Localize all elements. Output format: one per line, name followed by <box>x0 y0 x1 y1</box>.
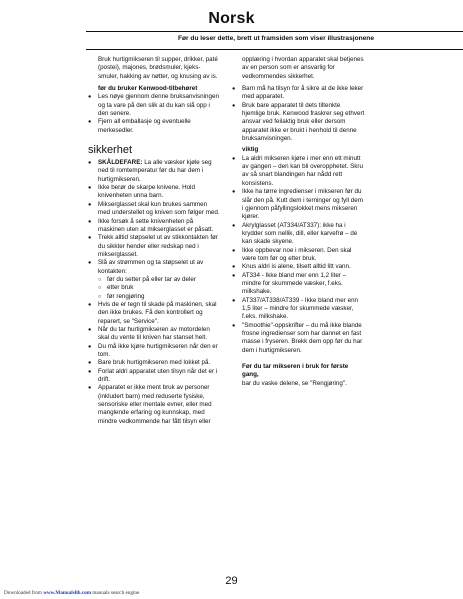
list-item: ● Du må ikke kjøre hurtigmikseren når den er tom. <box>88 343 220 360</box>
list-item: ● Ikke ha tørre ingredienser i mikseren før du slår den på. Kutt dem i terninger og fyll dem i gjennom påfyllingslokket mens mikseren kjører. <box>232 188 365 221</box>
list-item: ● Mikserglasset skal kun brukes sammen med understellet og kniven som følger med. <box>88 201 220 218</box>
page-number: 29 <box>225 575 238 587</box>
download-footer <box>4 590 139 596</box>
sub-list-item: ○ før du setter på eller tar av deler <box>98 276 220 284</box>
list-item: ● Akrylglasset (AT334/AT337): ikke ha i krydder som nellik, dill, eller karvefrø – de kan skade skyene. <box>232 222 365 247</box>
list-item: ● Hvis de er tegn til skade på maskinen, skal den ikke brukes. Få den kontrollert og reparert, se "Service". <box>88 301 220 326</box>
continuation-paragraph: opplæring i hvordan apparatet skal betjenes av en person som er ansvarlig for vedkommendes sikkerhet. <box>242 56 364 80</box>
intro-paragraph: Bruk hurtigmikseren til supper, drikker, paté (postei), majones, brødsmuler, kjeks-smuler, hakking av nøtter, og knusing av is. <box>98 56 218 80</box>
power-off-sublist <box>98 276 220 301</box>
left-column <box>88 56 220 426</box>
list-item: ● Fjern all emballasje og eventuelle merkesedler. <box>88 118 220 135</box>
list-item: ● AT337/AT338/AT339 - Ikke bland mer enn 1,5 liter – mindre for skummede væsker, f.eks. milkshake. <box>232 297 365 322</box>
list-item <box>88 159 220 184</box>
first-use-text: bar du vaske delene, se "Rengjøring". <box>242 379 347 387</box>
safety-list <box>88 159 220 276</box>
important-heading: viktig <box>242 146 259 154</box>
list-item: ● Ikke berør de skarpe knivene. Hold knivenheten unna barn. <box>88 184 220 201</box>
sub-list-item: ○ før rengjøring <box>98 293 220 301</box>
list-item: ● Ikke forsøk å sette knivenheten på maskinen uten at mikserglasset er påsatt. <box>88 218 220 235</box>
page-subtitle: Før du leser dette, brett ut framsiden som viser illustrasjonene <box>177 35 375 42</box>
subtitle-rule <box>86 49 463 50</box>
kenwood-heading: før du bruker Kenwood-tilbehøret <box>98 85 198 93</box>
page-title: Norsk <box>208 10 255 27</box>
safety-heading: sikkerhet <box>88 144 133 157</box>
list-item: ● AT334 - Ikke bland mer enn 1,2 liter – mindre for skummede væsker, f.eks. milkshake. <box>232 272 365 297</box>
list-item: ● Forlat aldri apparatet uten tilsyn når det er i drift. <box>88 368 220 385</box>
list-item-text: La alle væsker kjøle seg ned til romtemperatur før du har dem i hurtigmikseren. <box>98 159 212 183</box>
list-item: ● Ikke oppbevar noe i mikseren. Den skal være tom før og etter bruk. <box>232 247 365 264</box>
kenwood-list <box>88 93 220 135</box>
footer-suffix: manuals search engine <box>91 590 140 596</box>
safety-list-continued <box>88 301 220 426</box>
important-list <box>232 155 365 355</box>
first-use-heading: Før du tar mikseren i bruk for første gang, <box>242 363 349 379</box>
list-item: ● Bare bruk hurtigmikseren med lokket på. <box>88 359 220 367</box>
top-rule <box>86 31 463 32</box>
list-item: ● Barn må ha tilsyn for å sikre at de ikke leker med apparatet. <box>232 85 365 102</box>
list-item: ● Apparatet er ikke ment bruk av personer (inkludert barn) med reduserte fysiske, sensoriske eller mentale evner, eller med manglende erfaring og kunnskap, med mindre vedkommende har fått tilsyn eller <box>88 384 220 426</box>
list-item: ● Bruk bare apparatet til dets tiltenkte hjemlige bruk. Kenwood fraskrer seg ethvert ansvar ved feilaktig bruk eller dersom apparatet ikke er brukt i henhold til denne bruksanvisningen. <box>232 102 365 144</box>
list-item: ● Trekk alltid støpselet ut av stikkontakten før du sikkter hender eller redskap ned i mikserglasset. <box>88 234 220 259</box>
footer-prefix: Downloaded from <box>4 590 44 596</box>
list-item: ● Når du tar hurtigmikseren av motordelen skal du vente til kniven har stanset helt. <box>88 326 220 343</box>
list-item: ● La aldri mikseren kjøre i mer enn ett minutt av gangen – den kan bli overopphetet. Skru av så snart blandingen har nådd rett konsistens. <box>232 155 365 188</box>
sub-list-item: ○ etter bruk <box>98 284 220 292</box>
scald-warning-lead: SKÅLDEFARE: <box>98 159 143 167</box>
list-item: ● Knus aldri is alene, tilsett alltid litt vann. <box>232 263 365 271</box>
list-item: ● Les nøye gjennom denne bruksanvisningen og ta vare på den slik at du kan slå opp i den senere. <box>88 93 220 118</box>
list-item: ● Slå av strømmen og ta støpselet ut av kontakten: <box>88 259 220 276</box>
manualslib-link[interactable]: www.Manualslib.com <box>43 590 92 596</box>
right-column <box>232 56 365 392</box>
supervision-list <box>232 85 365 143</box>
list-item: ● "Smoothie"-oppskrifter – du må ikke blande frosne ingredienser som har dannet en fast masse i fryseren. Brekk dem opp før du har dem i hurtigmikseren. <box>232 322 365 355</box>
